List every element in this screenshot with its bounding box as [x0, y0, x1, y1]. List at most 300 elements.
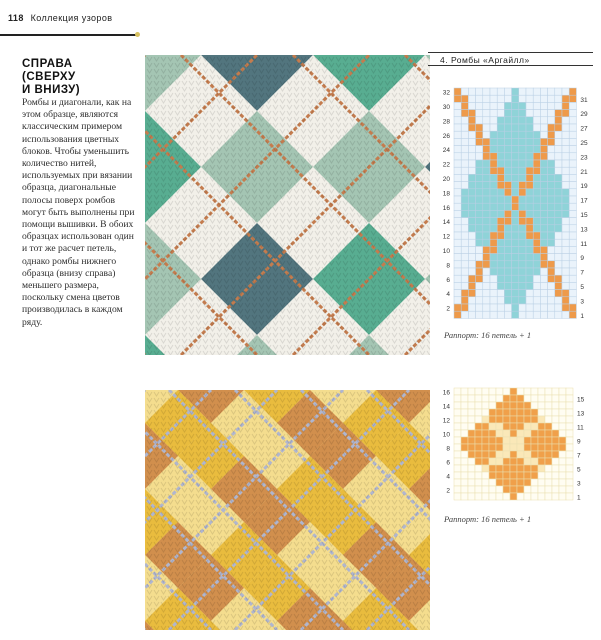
chart-cell: [504, 189, 511, 196]
argyle-chart-top: [440, 84, 596, 322]
chart-cell: [468, 189, 475, 196]
chart-cell: [476, 275, 483, 282]
chart-cell: [490, 110, 497, 117]
chart-cell: [526, 110, 533, 117]
chart-cell: [519, 275, 526, 282]
chart-cell: [510, 437, 517, 444]
chart-cell: [540, 153, 547, 160]
chart-cell: [461, 261, 468, 268]
chart-cell: [552, 437, 559, 444]
chart-cell: [512, 261, 519, 268]
chart-cell: [524, 423, 531, 430]
chart-cell: [476, 232, 483, 239]
chart-cell: [503, 493, 510, 500]
chart-cell: [569, 88, 576, 95]
chart-cell: [569, 290, 576, 297]
chart-cell: [475, 451, 482, 458]
chart-cell: [545, 465, 552, 472]
chart-cell: [510, 493, 517, 500]
chart-cell: [548, 232, 555, 239]
chart-cell: [540, 282, 547, 289]
row-number-right: 11: [580, 240, 588, 248]
chart-cell: [510, 479, 517, 486]
chart-cell: [548, 117, 555, 124]
chart-cell: [461, 102, 468, 109]
chart-cell: [497, 290, 504, 297]
chart-cell: [555, 102, 562, 109]
chart-cell: [497, 146, 504, 153]
chart-cell: [461, 465, 468, 472]
chart-cell: [454, 254, 461, 261]
chart-cell: [512, 297, 519, 304]
chart-cell: [483, 138, 490, 145]
chart-cell: [538, 388, 545, 395]
chart-cell: [454, 167, 461, 174]
chart-cell: [468, 458, 475, 465]
chart-cell: [519, 102, 526, 109]
chart-cell: [548, 124, 555, 131]
chart-cell: [483, 174, 490, 181]
chart-cell: [461, 451, 468, 458]
chart-cell: [490, 167, 497, 174]
chart-cell: [468, 268, 475, 275]
chart-cell: [510, 444, 517, 451]
chart-cell: [496, 444, 503, 451]
chart-cell: [454, 297, 461, 304]
chart-cell: [490, 210, 497, 217]
chart-cell: [519, 311, 526, 318]
chart-cell: [483, 210, 490, 217]
chart-cell: [531, 451, 538, 458]
chart-cell: [489, 465, 496, 472]
chart-cell: [545, 395, 552, 402]
chart-cell: [490, 117, 497, 124]
chart-cell: [510, 402, 517, 409]
chart-cell: [454, 210, 461, 217]
chart-cell: [490, 225, 497, 232]
chart-cell: [483, 297, 490, 304]
chart-cell: [569, 138, 576, 145]
chart-cell: [468, 246, 475, 253]
chart-cell: [482, 402, 489, 409]
chart-cell: [454, 451, 461, 458]
chart-cell: [562, 138, 569, 145]
chart-cell: [504, 239, 511, 246]
row-number-right: 13: [577, 410, 585, 418]
chart-cell: [504, 153, 511, 160]
chart-cell: [489, 409, 496, 416]
chart-cell: [454, 225, 461, 232]
chart-cell: [569, 218, 576, 225]
chart-cell: [548, 254, 555, 261]
row-number-right: 3: [580, 298, 585, 306]
chart-cell: [468, 275, 475, 282]
chart-cell: [503, 402, 510, 409]
chart-cell: [548, 102, 555, 109]
chart-cell: [468, 232, 475, 239]
chart-cell: [490, 282, 497, 289]
chart-cell: [461, 167, 468, 174]
chart-cell: [555, 124, 562, 131]
chart-cell: [512, 160, 519, 167]
chart-cell: [461, 110, 468, 117]
chart-cell: [555, 88, 562, 95]
chart-cell: [519, 261, 526, 268]
chart-cell: [519, 174, 526, 181]
chart-cell: [497, 311, 504, 318]
chart-cell: [482, 479, 489, 486]
sidebar-title: [22, 58, 80, 97]
row-number-right: 21: [580, 168, 588, 176]
chart-cell: [566, 486, 573, 493]
chart-cell: [562, 102, 569, 109]
chart-cell: [504, 174, 511, 181]
chart-cell: [548, 239, 555, 246]
chart-cell: [490, 261, 497, 268]
chart-cell: [555, 225, 562, 232]
chart-cell: [476, 196, 483, 203]
chart-cell: [517, 444, 524, 451]
chart-cell: [489, 430, 496, 437]
chart-cell: [526, 167, 533, 174]
chart-cell: [569, 182, 576, 189]
chart-cell: [548, 131, 555, 138]
chart-cell: [468, 131, 475, 138]
chart-cell: [503, 479, 510, 486]
chart-cell: [566, 479, 573, 486]
chart-cell: [517, 430, 524, 437]
chart-cell: [524, 409, 531, 416]
row-number-right: 9: [580, 255, 585, 263]
chart-cell: [461, 196, 468, 203]
chart-cell: [526, 102, 533, 109]
chart-cell: [555, 131, 562, 138]
chart-cell: [476, 131, 483, 138]
row-number-left: 8: [446, 445, 450, 453]
chart-cell: [533, 225, 540, 232]
chart-cell: [503, 458, 510, 465]
chart-cell: [555, 146, 562, 153]
chart-cell: [483, 225, 490, 232]
running-title: Коллекция узоров: [30, 13, 113, 23]
chart-cell: [559, 423, 566, 430]
chart-cell: [461, 254, 468, 261]
chart-cell: [503, 395, 510, 402]
chart-cell: [540, 117, 547, 124]
chart-cell: [454, 416, 461, 423]
chart-cell: [562, 196, 569, 203]
chart-cell: [548, 182, 555, 189]
chart-cell: [566, 416, 573, 423]
chart-cell: [468, 430, 475, 437]
chart-cell: [454, 160, 461, 167]
chart-cell: [512, 189, 519, 196]
chart-cell: [496, 472, 503, 479]
row-number-left: 20: [442, 176, 450, 183]
chart-cell: [524, 395, 531, 402]
chart-cell: [454, 153, 461, 160]
chart-cell: [569, 196, 576, 203]
chart-cell: [490, 254, 497, 261]
chart-cell: [503, 472, 510, 479]
chart-cell: [548, 282, 555, 289]
chart-cell: [526, 117, 533, 124]
chart-cell: [475, 472, 482, 479]
chart-cell: [562, 203, 569, 210]
chart-cell: [526, 275, 533, 282]
chart-cell: [475, 493, 482, 500]
chart-cell: [519, 268, 526, 275]
chart-cell: [533, 254, 540, 261]
chart-cell: [519, 297, 526, 304]
chart-cell: [454, 479, 461, 486]
chart-cell: [461, 239, 468, 246]
chart-cell: [519, 282, 526, 289]
chart-cell: [533, 102, 540, 109]
chart-cell: [461, 275, 468, 282]
chart-cell: [552, 402, 559, 409]
chart-cell: [562, 275, 569, 282]
knit-swatch-bottom-image: [145, 390, 430, 630]
chart-cell: [497, 232, 504, 239]
chart-cell: [454, 182, 461, 189]
chart-cell: [531, 388, 538, 395]
chart-cell: [519, 196, 526, 203]
chart-cell: [454, 102, 461, 109]
chart-cell: [496, 493, 503, 500]
chart-cell: [548, 160, 555, 167]
chart-cell: [504, 218, 511, 225]
chart-cell: [555, 297, 562, 304]
chart-cell: [503, 430, 510, 437]
chart-cell: [461, 124, 468, 131]
argyle-chart-bottom: [440, 386, 596, 502]
chart-cell: [510, 416, 517, 423]
row-number-right: 11: [577, 424, 584, 432]
chart-cell: [524, 430, 531, 437]
chart-cell: [569, 282, 576, 289]
chart-cell: [496, 409, 503, 416]
chart-cell: [540, 146, 547, 153]
chart-cell: [482, 451, 489, 458]
chart-cell: [497, 282, 504, 289]
chart-cell: [482, 437, 489, 444]
chart-cell: [497, 124, 504, 131]
chart-cell: [454, 409, 461, 416]
chart-cell: [454, 261, 461, 268]
chart-cell: [555, 196, 562, 203]
chart-cell: [566, 493, 573, 500]
chart-cell: [524, 472, 531, 479]
chart-cell: [517, 451, 524, 458]
chart-cell: [555, 174, 562, 181]
chart-cell: [552, 472, 559, 479]
chart-cell: [476, 254, 483, 261]
chart-cell: [555, 110, 562, 117]
chart-cell: [517, 395, 524, 402]
chart-cell: [533, 182, 540, 189]
chart-cell: [483, 146, 490, 153]
chart-cell: [569, 102, 576, 109]
chart-cell: [512, 232, 519, 239]
chart-cell: [540, 203, 547, 210]
chart-cell: [482, 388, 489, 395]
chart-cell: [476, 88, 483, 95]
chart-cell: [461, 472, 468, 479]
chart-cell: [548, 95, 555, 102]
chart-cell: [504, 225, 511, 232]
chart-cell: [490, 239, 497, 246]
chart-cell: [497, 110, 504, 117]
chart-cell: [559, 402, 566, 409]
chart-cell: [548, 311, 555, 318]
chart-cell: [512, 275, 519, 282]
chart-cell: [526, 203, 533, 210]
chart-cell: [454, 239, 461, 246]
chart-cell: [519, 218, 526, 225]
chart-cell: [540, 290, 547, 297]
chart-cell: [533, 210, 540, 217]
chart-cell: [490, 203, 497, 210]
chart-cell: [569, 146, 576, 153]
chart-cell: [476, 261, 483, 268]
chart-cell: [496, 402, 503, 409]
row-number-right: 5: [580, 284, 585, 291]
chart-cell: [497, 268, 504, 275]
chart-cell: [497, 160, 504, 167]
chart-cell: [540, 189, 547, 196]
chart-cell: [504, 124, 511, 131]
chart-cell: [476, 110, 483, 117]
chart-cell: [548, 304, 555, 311]
chart-cell: [519, 189, 526, 196]
chart-cell: [496, 458, 503, 465]
chart-cell: [490, 297, 497, 304]
chart-cell: [490, 246, 497, 253]
chart-cell: [538, 437, 545, 444]
chart-cell: [483, 203, 490, 210]
chart-cell: [562, 167, 569, 174]
chart-cell: [475, 416, 482, 423]
chart-cell: [531, 458, 538, 465]
chart-cell: [496, 423, 503, 430]
chart-cell: [538, 416, 545, 423]
chart-cell: [497, 246, 504, 253]
chart-cell: [482, 423, 489, 430]
chart-cell: [524, 465, 531, 472]
chart-cell: [566, 444, 573, 451]
chart-cell: [468, 117, 475, 124]
page-number: 118: [8, 13, 24, 23]
chart-cell: [476, 218, 483, 225]
chart-cell: [461, 290, 468, 297]
chart-cell: [497, 167, 504, 174]
chart-cell: [461, 88, 468, 95]
chart-cell: [475, 423, 482, 430]
chart-cell: [461, 388, 468, 395]
chart-cell: [512, 225, 519, 232]
chart-cell: [526, 153, 533, 160]
chart-cell: [476, 124, 483, 131]
chart-cell: [476, 160, 483, 167]
chart-cell: [545, 458, 552, 465]
chart-cell: [519, 117, 526, 124]
chart-cell: [482, 409, 489, 416]
chart-cell: [524, 451, 531, 458]
chart-cell: [519, 304, 526, 311]
chart-cell: [569, 203, 576, 210]
chart-cell: [461, 402, 468, 409]
sidebar-title-line: СПРАВА: [22, 58, 73, 70]
chart-cell: [483, 88, 490, 95]
chart-cell: [454, 232, 461, 239]
chart-cell: [504, 102, 511, 109]
chart-cell: [533, 297, 540, 304]
rapport-caption-top: Раппорт: 16 петель + 1: [444, 330, 532, 340]
chart-cell: [490, 182, 497, 189]
chart-cell: [476, 153, 483, 160]
chart-cell: [519, 203, 526, 210]
chart-cell: [468, 174, 475, 181]
chart-cell: [483, 246, 490, 253]
chart-cell: [461, 182, 468, 189]
row-number-right: 1: [577, 494, 581, 502]
chart-cell: [545, 479, 552, 486]
row-number-left: 28: [442, 118, 450, 126]
chart-cell: [555, 268, 562, 275]
chart-cell: [468, 409, 475, 416]
chart-cell: [483, 218, 490, 225]
chart-cell: [526, 311, 533, 318]
chart-cell: [540, 110, 547, 117]
chart-cell: [552, 430, 559, 437]
chart-cell: [555, 304, 562, 311]
chart-cell: [468, 88, 475, 95]
chart-cell: [468, 402, 475, 409]
chart-cell: [540, 102, 547, 109]
chart-cell: [461, 218, 468, 225]
chart-cell: [519, 254, 526, 261]
chart-cell: [519, 146, 526, 153]
chart-cell: [454, 437, 461, 444]
chart-cell: [504, 261, 511, 268]
chart-cell: [454, 282, 461, 289]
chart-cell: [497, 189, 504, 196]
chart-cell: [552, 486, 559, 493]
chart-cell: [510, 388, 517, 395]
chart-cell: [489, 486, 496, 493]
chart-cell: [540, 275, 547, 282]
chart-cell: [461, 444, 468, 451]
chart-cell: [454, 275, 461, 282]
chart-cell: [545, 402, 552, 409]
chart-cell: [531, 430, 538, 437]
chart-cell: [555, 182, 562, 189]
chart-cell: [526, 254, 533, 261]
chart-cell: [545, 493, 552, 500]
chart-cell: [562, 254, 569, 261]
chart-cell: [476, 138, 483, 145]
chart-cell: [461, 174, 468, 181]
chart-cell: [540, 297, 547, 304]
chart-cell: [461, 282, 468, 289]
chart-cell: [510, 423, 517, 430]
chart-cell: [468, 395, 475, 402]
chart-cell: [545, 388, 552, 395]
chart-cell: [533, 124, 540, 131]
row-number-right: 3: [577, 480, 581, 488]
chart-cell: [562, 282, 569, 289]
